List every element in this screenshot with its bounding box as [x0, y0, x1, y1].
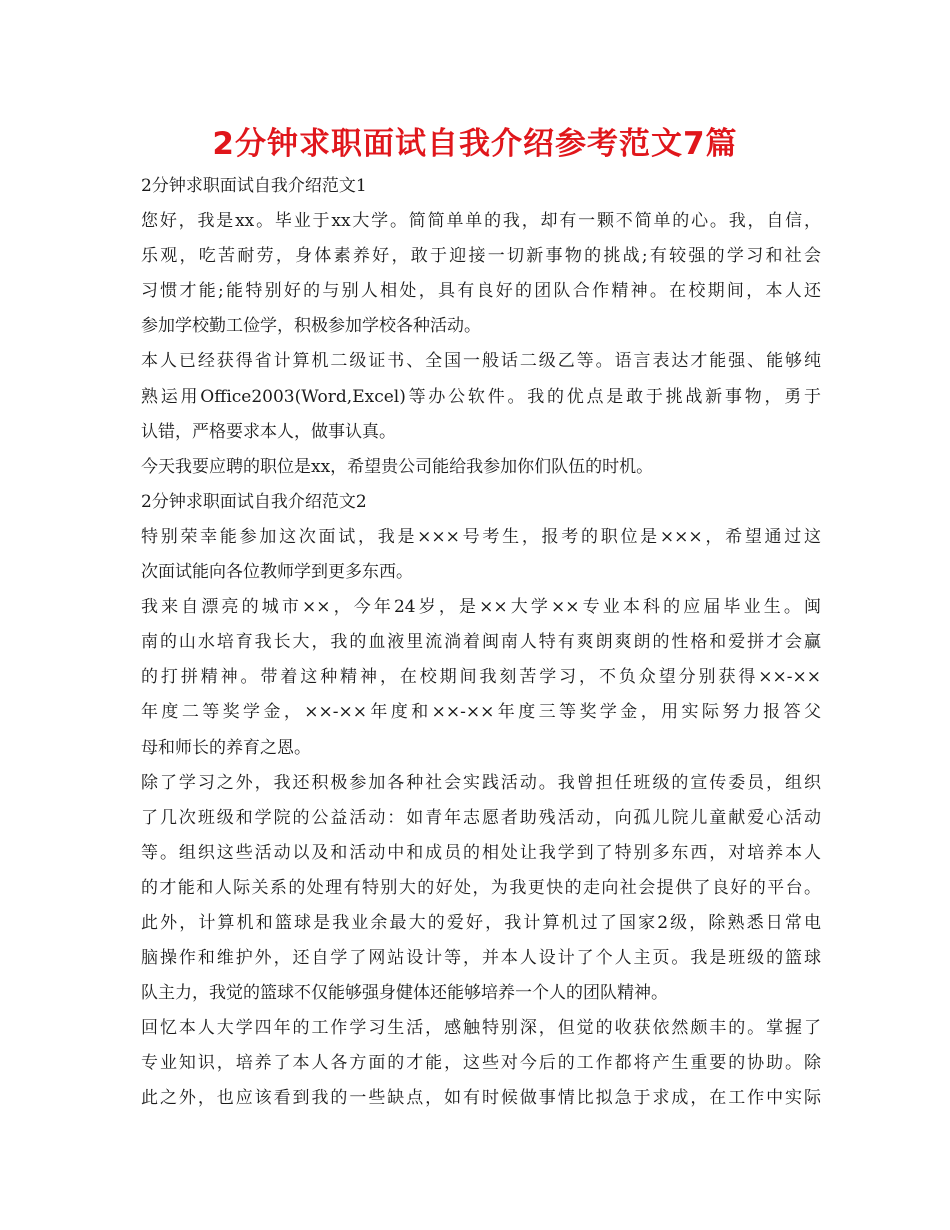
text-line: 母和师长的养育之恩。: [141, 737, 311, 758]
text-line: 等。组织这些活动以及和活动中和成员的相处让我学到了特别多东西，对培养本人: [141, 842, 821, 863]
text-line: 回忆本人大学四年的工作学习生活，感触特别深，但觉的收获依然颇丰的。掌握了: [141, 1018, 821, 1039]
text-line: 脑操作和维护外，还自学了网站设计等，并本人设计了个人主页。我是班级的篮球: [141, 948, 821, 969]
text-line: 认错，严格要求本人，做事认真。: [141, 421, 396, 442]
text-line: 的才能和人际关系的处理有特别大的好处，为我更快的走向社会提供了良好的平台。: [141, 877, 821, 898]
text-line: 的打拼精神。带着这种精神，在校期间我刻苦学习，不负众望分别获得××-××: [141, 667, 821, 688]
text-line: 年度二等奖学金，××-××年度和××-××年度三等奖学金，用实际努力报答父: [141, 702, 821, 723]
text-line: 今天我要应聘的职位是xx，希望贵公司能给我参加你们队伍的时机。: [141, 456, 654, 477]
text-line: 专业知识，培养了本人各方面的才能，这些对今后的工作都将产生重要的协助。除: [141, 1053, 821, 1074]
text-line: 南的山水培育我长大，我的血液里流淌着闽南人特有爽朗爽朗的性格和爱拼才会赢: [141, 632, 821, 653]
text-line: 此之外，也应该看到我的一些缺点，如有时候做事情比拟急于求成，在工作中实际: [141, 1088, 821, 1109]
text-line: 乐观，吃苦耐劳，身体素养好，敢于迎接一切新事物的挑战;有较强的学习和社会: [141, 246, 821, 267]
text-line: 2分钟求职面试自我介绍范文1: [141, 176, 367, 196]
text-line: 特别荣幸能参加这次面试，我是×××号考生，报考的职位是×××，希望通过这: [141, 526, 821, 547]
text-line: 此外，计算机和篮球是我业余最大的爱好，我计算机过了国家2级，除熟悉日常电: [141, 912, 821, 933]
text-line: 了几次班级和学院的公益活动：如青年志愿者助残活动，向孤儿院儿童献爱心活动: [141, 807, 821, 828]
page-title: 2分钟求职面试自我介绍参考范文7篇: [212, 126, 738, 162]
text-line: 熟运用Office2003(Word,Excel)等办公软件。我的优点是敢于挑战新事物，勇于: [141, 386, 821, 407]
text-line: 我来自漂亮的城市××，今年24岁，是××大学××专业本科的应届毕业生。闽: [141, 597, 821, 618]
text-line: 参加学校勤工俭学，积极参加学校各种活动。: [141, 316, 481, 337]
text-line: 本人已经获得省计算机二级证书、全国一般话二级乙等。语言表达才能强、能够纯: [141, 351, 821, 372]
text-line: 习惯才能;能特别好的与别人相处，具有良好的团队合作精神。在校期间，本人还: [141, 281, 821, 302]
document-body: [141, 169, 821, 1117]
text-line: 队主力，我觉的篮球不仅能够强身健体还能够培养一个人的团队精神。: [141, 983, 668, 1004]
text-line: 除了学习之外，我还积极参加各种社会实践活动。我曾担任班级的宣传委员，组织: [141, 772, 821, 793]
text-line: 次面试能向各位教师学到更多东西。: [141, 562, 413, 583]
text-line: 您好，我是xx。毕业于xx大学。简简单单的我，却有一颗不简单的心。我，自信，: [141, 211, 821, 232]
text-line: 2分钟求职面试自我介绍范文2: [141, 491, 367, 512]
